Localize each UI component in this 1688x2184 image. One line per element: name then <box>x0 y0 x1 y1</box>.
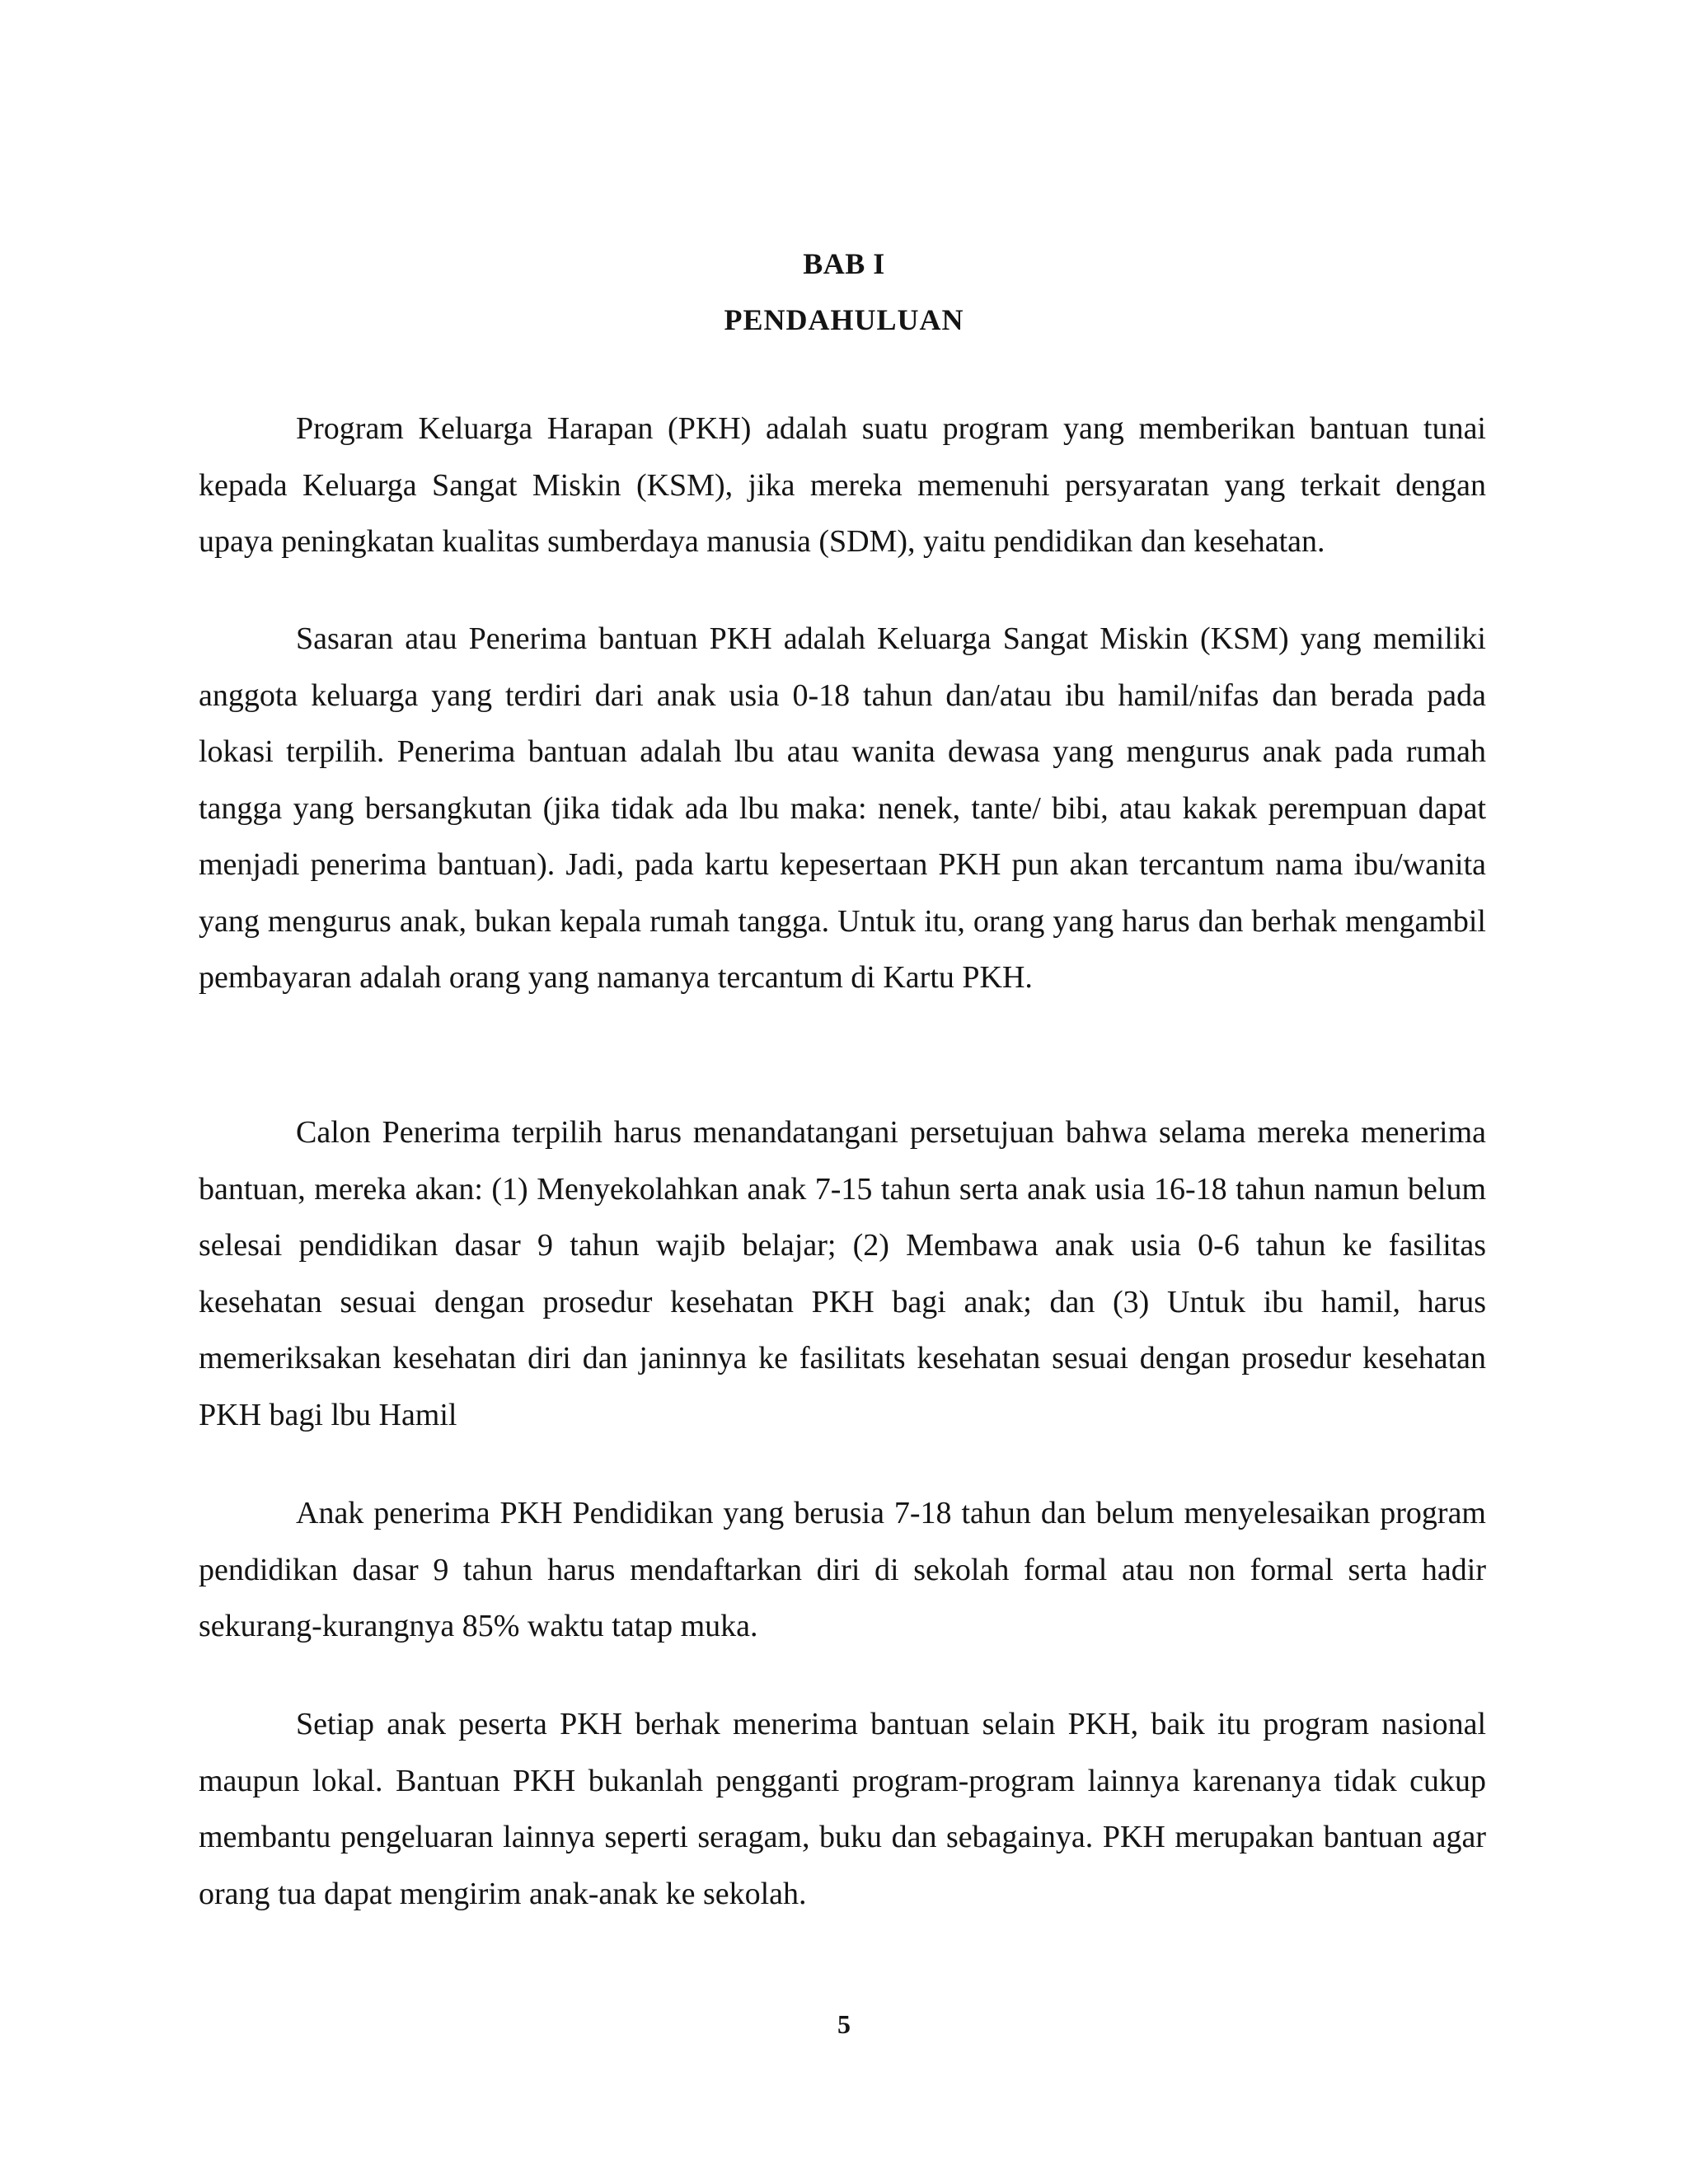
paragraph-pkh-recipients: Sasaran atau Penerima bantuan PKH adalah Keluarga Sangat Miskin (KSM) yang memiliki anggota keluarga yang terdiri dari anak usia 0-18 tahun dan/atau ibu hamil/nifas dan berada pada lokasi terpilih. Penerima bantuan adalah lbu atau wanita dewasa yang mengurus anak pada rumah tangga yang bersangkutan (jika tidak ada lbu maka: nenek, tante/ bibi, atau kakak perempuan dapat menjadi penerima bantuan). Jadi, pada kartu kepesertaan PKH pun akan tercantum nama ibu/wanita yang mengurus anak, bukan kepala rumah tangga. Untuk itu, orang yang harus dan berhak mengambil pembayaran adalah orang yang namanya tercantum di Kartu PKH. <box>199 621 1486 995</box>
paragraph-pkh-definition: Program Keluarga Harapan (PKH) adalah suatu program yang memberikan bantuan tunai kepada Keluarga Sangat Miskin (KSM), jika mereka memenuhi persyaratan yang terkait dengan upaya peningkatan kualitas sumberdaya manusia (SDM), yaitu pendidikan dan kesehatan. <box>199 411 1486 559</box>
paragraph-recipient-obligations: Calon Penerima terpilih harus menandatangani persetujuan bahwa selama mereka menerima bantuan, mereka akan: (1) Menyekolahkan anak 7-15 tahun serta anak usia 16-18 tahun namun belum selesai pendidikan dasar 9 tahun wajib belajar; (2) Membawa anak usia 0-6 tahun ke fasilitas kesehatan sesuai dengan prosedur kesehatan PKH bagi anak; dan (3) Untuk ibu hamil, harus memeriksakan kesehatan diri dan janinnya ke fasilitats kesehatan sesuai dengan prosedur kesehatan PKH bagi lbu Hamil <box>199 1115 1486 1432</box>
paragraph-education-requirements: Anak penerima PKH Pendidikan yang berusia 7-18 tahun dan belum menyelesaikan program pendidikan dasar 9 tahun harus mendaftarkan diri di sekolah formal atau non formal serta hadir sekurang-kurangnya 85% waktu tatap muka. <box>199 1496 1486 1643</box>
chapter-label: BAB I <box>803 247 885 280</box>
chapter-title: PENDAHULUAN <box>724 303 964 336</box>
paragraph-other-assistance: Setiap anak peserta PKH berhak menerima bantuan selain PKH, baik itu program nasional maupun lokal. Bantuan PKH bukanlah pengganti program-program lainnya karenanya tidak cukup membantu pengeluaran lainnya seperti seragam, buku dan sebagainya. PKH merupakan bantuan agar orang tua dapat mengirim anak-anak ke sekolah. <box>199 1707 1486 1911</box>
page-number: 5 <box>837 2009 851 2039</box>
